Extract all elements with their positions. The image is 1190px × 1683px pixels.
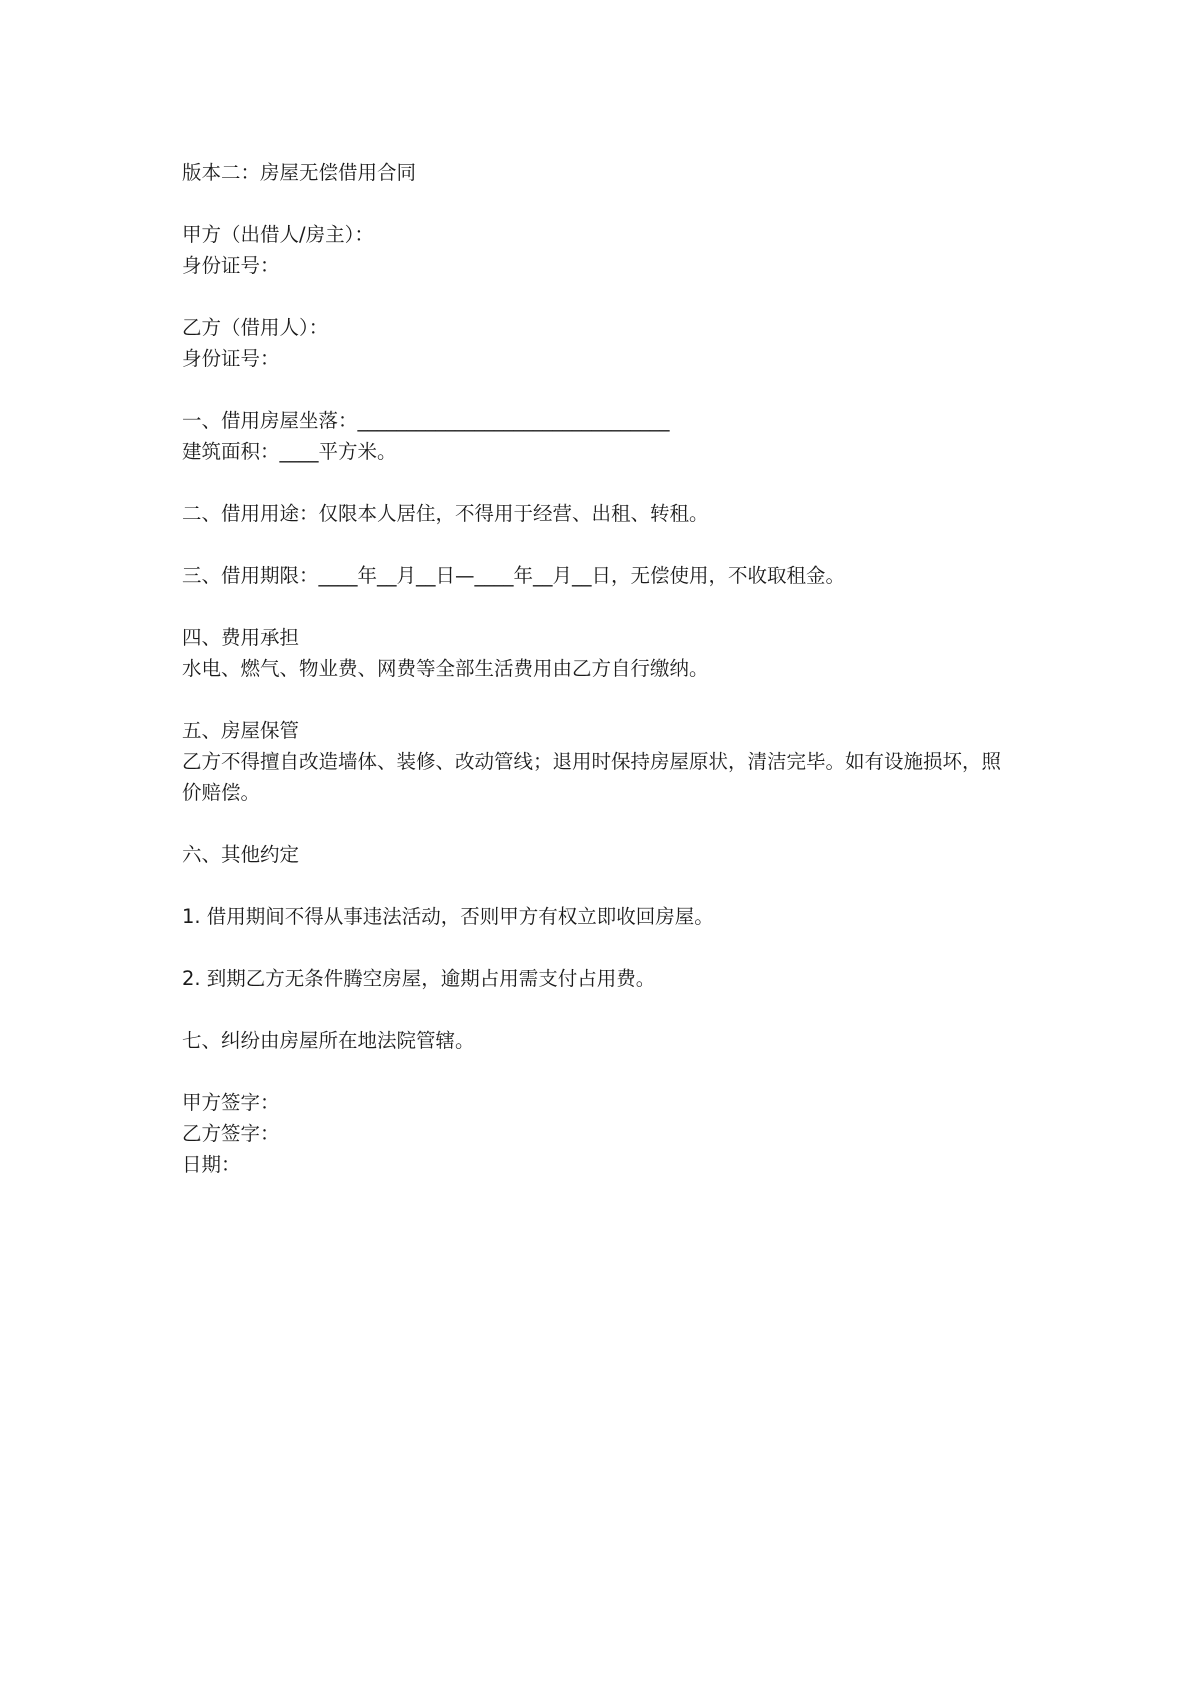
spacer [182,281,1022,312]
section-6-item-2: 2. 到期乙方无条件腾空房屋，逾期占用需支付占用费。 [182,967,656,990]
section-3-term: 三、借用期限：____年__月__日—____年__月__日，无偿使用，不收取租金。 [182,564,846,587]
section-4-heading: 四、费用承担 [182,626,300,649]
spacer [182,529,1022,560]
document-title: 版本二：房屋无偿借用合同 [182,161,417,184]
spacer [182,808,1022,839]
spacer [182,684,1022,715]
party-b-label: 乙方（借用人）： [182,316,329,339]
spacer [182,591,1022,622]
signature-date: 日期： [182,1153,241,1176]
spacer [182,1056,1022,1087]
section-5-heading: 五、房屋保管 [182,719,300,742]
spacer [182,188,1022,219]
party-b-id-label: 身份证号： [182,347,280,370]
spacer [182,994,1022,1025]
section-4-body: 水电、燃气、物业费、网费等全部生活费用由乙方自行缴纳。 [182,657,709,680]
contract-body [182,157,1022,1180]
section-6-item-1: 1. 借用期间不得从事违法活动，否则甲方有权立即收回房屋。 [182,905,714,928]
section-7-jurisdiction: 七、纠纷由房屋所在地法院管辖。 [182,1029,475,1052]
section-6-heading: 六、其他约定 [182,843,300,866]
signature-party-a: 甲方签字： [182,1091,280,1114]
party-a-label: 甲方（出借人/房主）： [182,223,374,246]
spacer [182,932,1022,963]
spacer [182,870,1022,901]
section-1-location: 一、借用房屋坐落：________________________________ [182,409,670,432]
section-1-area: 建筑面积：____平方米。 [182,440,397,463]
section-2-usage: 二、借用用途：仅限本人居住，不得用于经营、出租、转租。 [182,502,709,525]
section-5-body: 乙方不得擅自改造墙体、装修、改动管线；退用时保持房屋原状，清洁完毕。如有设施损坏，照价赔偿。 [182,750,1002,804]
spacer [182,374,1022,405]
spacer [182,467,1022,498]
party-a-id-label: 身份证号： [182,254,280,277]
signature-party-b: 乙方签字： [182,1122,280,1145]
